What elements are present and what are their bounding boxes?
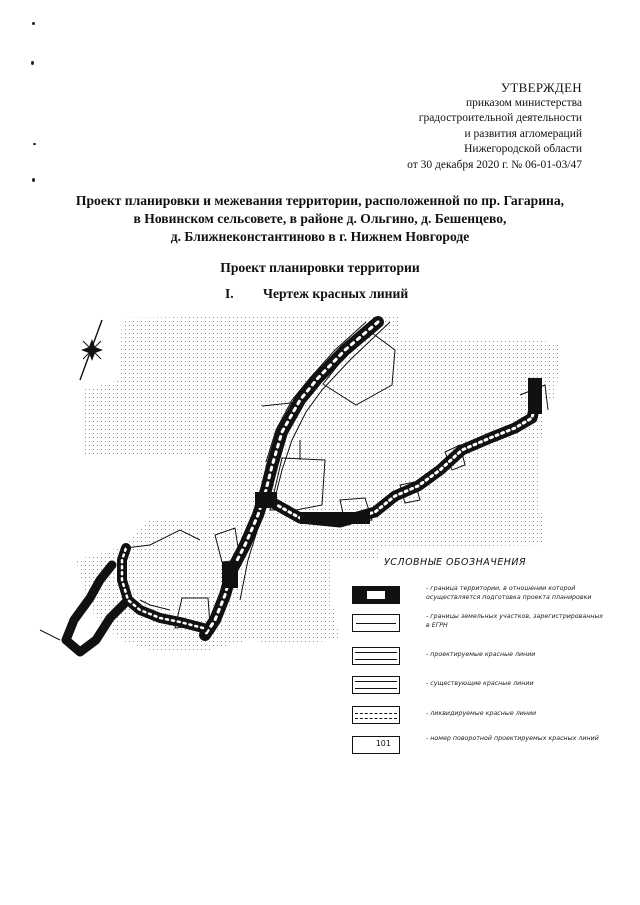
title-line: Проект планировки и межевания территории, расположенной по пр. Гагарина, bbox=[75, 193, 565, 208]
legend-symbol-point-number bbox=[352, 736, 400, 754]
approval-block bbox=[332, 80, 582, 173]
margin-dot bbox=[31, 61, 34, 65]
section-number: I. bbox=[225, 286, 234, 301]
legend-symbol-existing bbox=[352, 676, 400, 694]
margin-dot bbox=[32, 178, 35, 182]
legend-text: - ликвидируемые красные линии bbox=[426, 710, 537, 717]
legend-text: - существующие красные линии bbox=[426, 680, 534, 687]
point-number-label: 101 bbox=[375, 739, 391, 748]
approval-line: Нижегородской области bbox=[464, 143, 582, 155]
margin-dot bbox=[32, 22, 35, 25]
approval-line: от 30 декабря 2020 г. № 06-01-03/47 bbox=[407, 158, 582, 171]
legend-text: - границы земельных участков, зарегистрированных в ЕГРН bbox=[426, 613, 604, 629]
legend-title: УСЛОВНЫЕ ОБОЗНАЧЕНИЯ bbox=[384, 557, 527, 568]
legend-item-point-number bbox=[352, 736, 612, 756]
legend-text: - проектируемые красные линии bbox=[426, 651, 536, 658]
legend-item-boundary bbox=[352, 586, 612, 606]
title-line: д. Ближнеконстантиново в г. Нижнем Новгороде bbox=[170, 229, 470, 244]
legend-text: - номер поворотной проектируемых красных линий bbox=[426, 735, 599, 742]
legend-symbol-projected bbox=[352, 647, 400, 665]
legend-text: - граница территории, в отношении которой осуществляется подготовка проекта планировки bbox=[426, 585, 592, 601]
legend-symbol-boundary bbox=[352, 586, 400, 604]
north-arrow-icon bbox=[80, 320, 103, 380]
legend-symbol-liquidated bbox=[352, 706, 400, 724]
approval-line: и развития агломераций bbox=[464, 127, 582, 140]
legend-item-parcels bbox=[352, 614, 612, 634]
document-title bbox=[40, 192, 600, 246]
margin-dot bbox=[33, 143, 36, 145]
section-title: Чертеж красных линий bbox=[263, 286, 409, 301]
title-line: в Новинском сельсовете, в районе д. Ольгино, д. Бешенцево, bbox=[133, 211, 507, 226]
legend-symbol-parcels bbox=[352, 614, 400, 632]
approval-line: градостроительной деятельности bbox=[418, 112, 582, 124]
approval-heading: УТВЕРЖДЕН bbox=[500, 80, 582, 95]
legend-item-projected bbox=[352, 647, 612, 667]
legend-item-liquidated bbox=[352, 706, 612, 726]
approval-line: приказом министерства bbox=[466, 96, 582, 109]
legend-item-existing bbox=[352, 676, 612, 696]
document-subtitle: Проект планировки территории bbox=[220, 260, 420, 275]
